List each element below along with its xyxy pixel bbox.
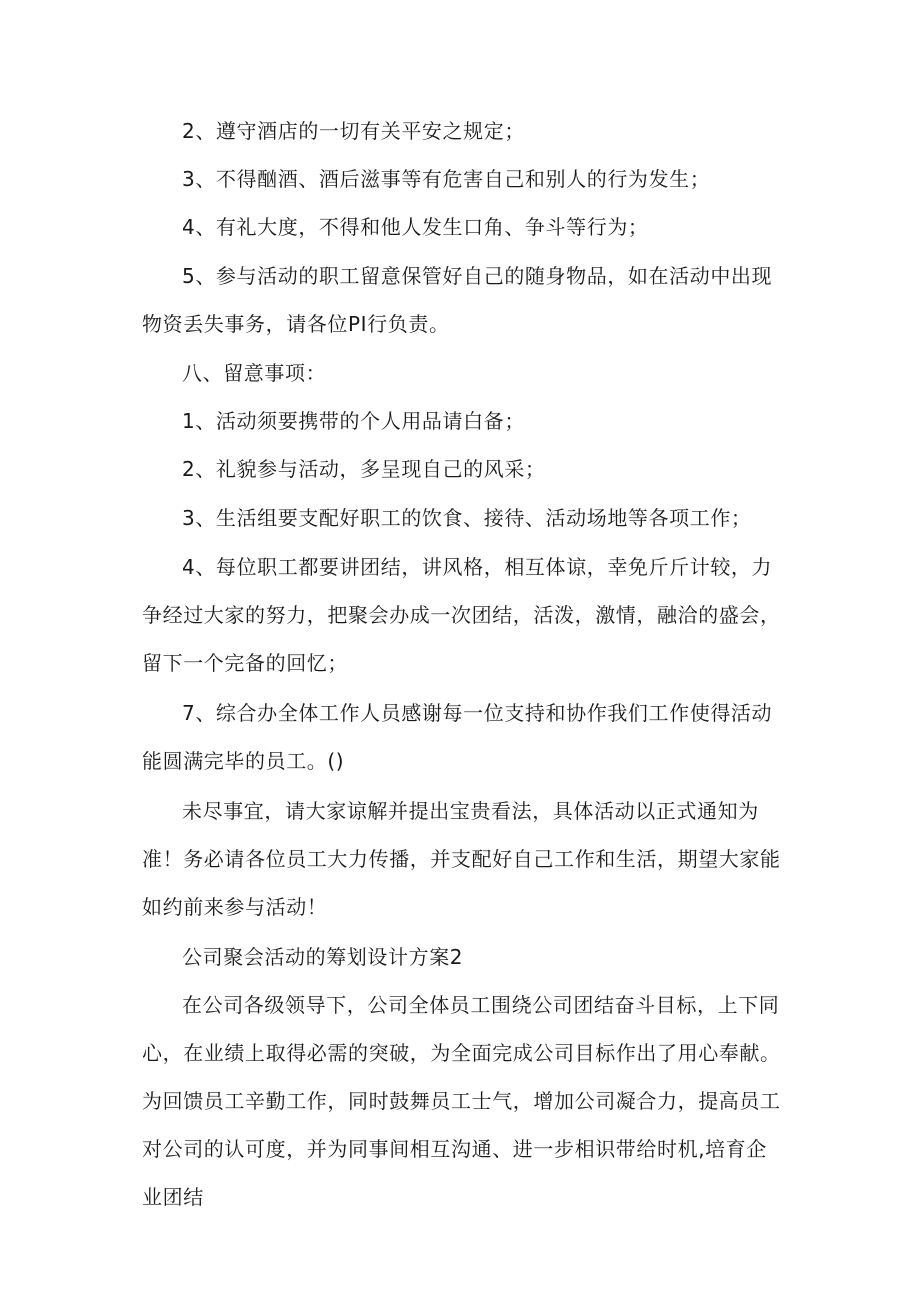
plan-2-intro-paragraph: 在公司各级领导下，公司全体员工围绕公司团结奋斗目标，上下同心，在业绩上取得必需的突破，为全面完成公司目标作出了用心奉献。为回馈员工辛勤工作，同时鼓舞员工士气，增加公司凝合力，提高员工对公司的认可度，并为同事间相互沟通、进一步相识带给时机,培育企业团结	[142, 993, 781, 1209]
plan-2-title: 公司聚会活动的筹划设计方案2	[182, 945, 464, 969]
note-4-paragraph: 4、每位职工都要讲团结，讲风格，相互体谅，幸免斤斤计较，力争经过大家的努力，把聚会办成一次团结，活泼，激情，融洽的盛会，留下一个完备的回忆；	[142, 555, 781, 675]
note-2-paragraph: 2、礼貌参与活动，多呈现自己的风采；	[182, 457, 546, 481]
note-1-paragraph: 1、活动须要携带的个人用品请白备；	[182, 409, 525, 433]
closing-paragraph: 未尽事宜，请大家谅解并提出宝贵看法，具体活动以正式通知为准！务必请各位员工大力传播，并支配好自己工作和生活，期望大家能如约前来参与活动！	[142, 799, 781, 919]
note-3-paragraph: 3、生活组要支配好职工的饮食、接待、活动场地等各项工作；	[182, 506, 752, 530]
rule-2-paragraph: 2、遵守酒店的一切有关平安之规定；	[182, 119, 525, 143]
note-7-paragraph: 7、综合办全体工作人员感谢每一位支持和协作我们工作使得活动能圆满完毕的员工。()	[142, 701, 773, 773]
rule-3-paragraph: 3、不得酗酒、酒后滋事等有危害自己和别人的行为发生；	[182, 167, 711, 191]
rule-5-paragraph: 5、参与活动的职工留意保管好自己的随身物品，如在活动中出现物资丢失事务，请各位PI行负责。	[142, 264, 773, 336]
rule-4-paragraph: 4、有礼大度，不得和他人发生口角、争斗等行为；	[182, 215, 649, 239]
section-8-heading: 八、留意事项：	[182, 361, 327, 385]
